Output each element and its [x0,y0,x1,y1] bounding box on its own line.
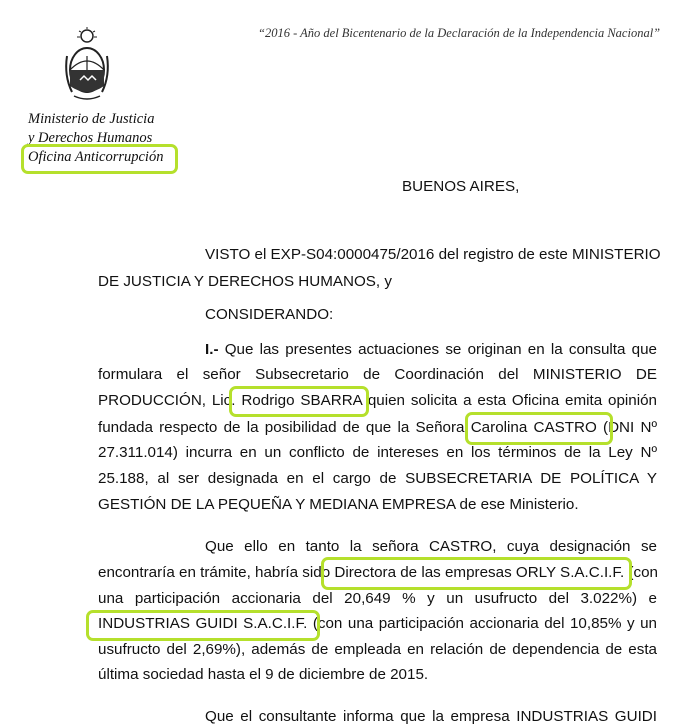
para1-line-4 [98,419,657,437]
ministry-block [28,110,163,167]
name-rodrigo-sbarra: Rodrigo SBARRA [241,392,362,409]
para1-line-1 [205,341,657,359]
para2-line-1: Que ello en tanto la señora CASTRO, cuya designación se [205,538,657,555]
para1-text-1: Que las presentes actuaciones se originan en la consulta que [224,341,657,358]
para2-line-3: una participación accionaria del 20,649 % y un usufructo del 3.022%) e [98,590,657,607]
visto-line-1: VISTO el EXP-S04:0000475/2016 del registro de este MINISTERIO [205,246,661,263]
office-name: Oficina Anticorrupción [28,149,164,165]
coat-of-arms-icon [62,26,112,104]
para1-line-7: GESTIÓN DE LA PEQUEÑA Y MEDIANA EMPRESA de ese Ministerio. [98,496,579,513]
para1-line-3 [98,392,657,410]
name-carolina-castro: Carolina CASTRO [470,419,597,436]
para2-line-5: usufructo del 2,69%), además de empleada en relación de dependencia de esta [98,641,657,658]
ministry-line-1: Ministerio de Justicia [28,111,155,127]
para1-number: I.- [205,341,219,358]
para2-l2c: (con [628,564,658,581]
ministry-line-2: y Derechos Humanos [28,130,153,146]
header-motto: “2016 - Año del Bicentenario de la Declaración de la Independencia Nacional” [258,26,661,40]
industrias-guidi: INDUSTRIAS GUIDI S.A.C.I.F. [98,615,308,632]
directora-empresas-orly: Directora de las empresas ORLY S.A.C.I.F. [334,564,625,581]
para2-l2a: encontraría en trámite, habría sido [98,564,331,581]
para1-l3a: PRODUCCIÓN, Lic. [98,392,236,409]
para1-line-6: 25.188, al ser designada en el cargo de SUBSECRETARIA DE POLÍTICA Y [98,470,657,487]
para2-line-4 [98,615,657,633]
para1-line-2: formulara el señor Subsecretario de Coordinación del MINISTERIO DE [98,366,657,383]
para1-line-5: 27.311.014) incurra en un conflicto de intereses en los términos de la Ley Nº [98,444,657,461]
para1-l4a: fundada respecto de la posibilidad de que la Señora [98,419,465,436]
para2-line-2 [98,564,657,582]
visto-line-2: DE JUSTICIA Y DERECHOS HUMANOS, y [98,273,392,290]
para1-l4c: (DNI Nº [603,419,657,436]
place-heading: BUENOS AIRES, [402,178,520,195]
para1-l3c: quien solicita a esta Oficina emita opinión [367,392,657,409]
para3-line-1: Que el consultante informa que la empresa INDUSTRIAS GUIDI [205,708,657,725]
para2-l4b: (con una participación accionaria del 10,85% y un [312,615,657,632]
considerando-heading: CONSIDERANDO: [205,306,334,323]
para2-line-6: última sociedad hasta el 9 de diciembre de 2015. [98,666,429,683]
